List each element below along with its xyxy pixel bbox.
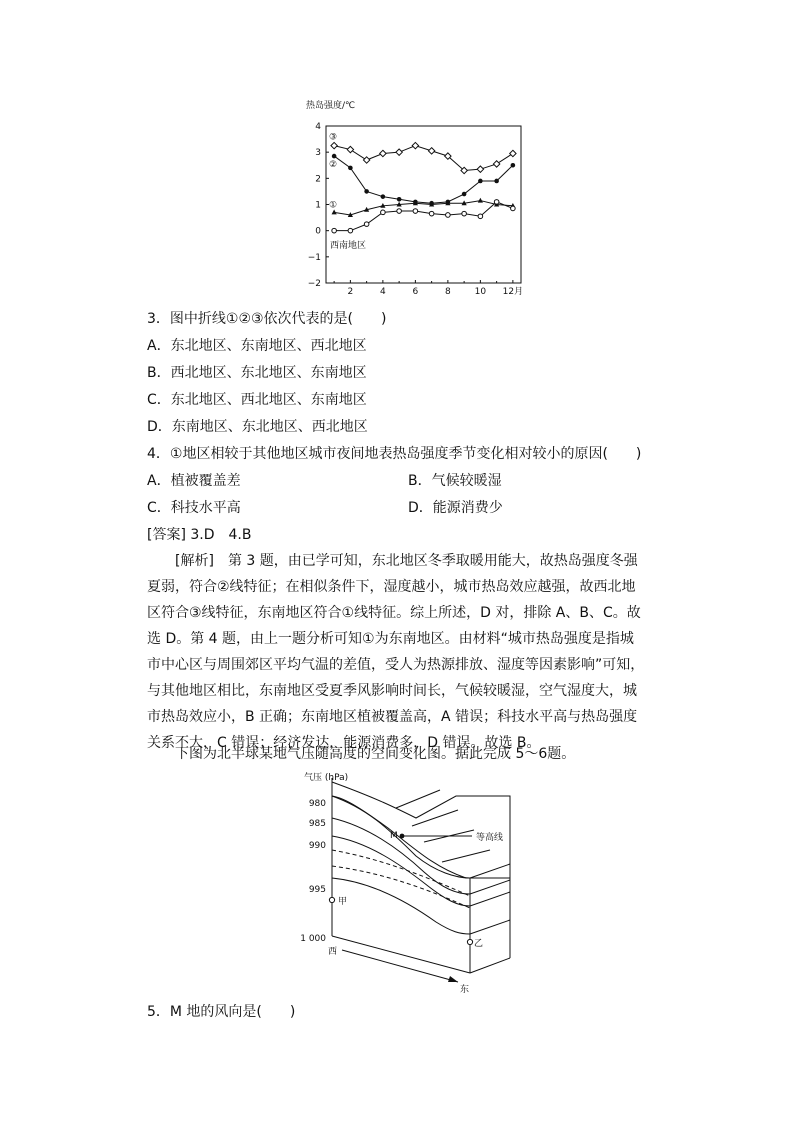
diagram-y-axis-label: 气压 (hPa) bbox=[304, 773, 349, 783]
west-east-arrow-line bbox=[342, 950, 458, 982]
x-tick-label: 2 bbox=[347, 287, 354, 297]
series-southwest-point bbox=[446, 213, 451, 218]
point-m-label: M bbox=[390, 831, 398, 841]
block-side-bottom bbox=[470, 958, 510, 973]
y-tick-label: 3 bbox=[315, 148, 321, 159]
x-tick-label: 4 bbox=[380, 287, 386, 297]
top-contour-4 bbox=[442, 850, 490, 862]
answer-line bbox=[147, 525, 252, 545]
y-tick-label: 2 bbox=[315, 174, 321, 185]
x-tick-label: 6 bbox=[412, 287, 419, 297]
q4-option-a[interactable]: A．植被覆盖差 bbox=[147, 473, 241, 489]
chart-svg bbox=[300, 96, 530, 302]
series-3-point bbox=[396, 149, 402, 155]
series-southwest-point bbox=[381, 210, 386, 215]
series-3-point bbox=[347, 146, 353, 152]
q3-option-d[interactable]: D．东南地区、东北地区、西北地区 bbox=[147, 419, 368, 435]
series-2-point bbox=[511, 163, 516, 168]
dashed-contour-lower bbox=[332, 866, 470, 908]
series-2-point bbox=[332, 154, 337, 159]
intro-q5-6: 下图为北半球某地气压随高度的空间变化图。据此完成 5～6题。 bbox=[175, 746, 576, 762]
pressure-label-995: 995 bbox=[308, 885, 326, 895]
series-southwest-line bbox=[334, 202, 513, 231]
q4-stem: 4．①地区相较于其他地区城市夜间地表热岛强度季节变化相对较小的原因( ) bbox=[147, 446, 642, 462]
series-3-point bbox=[510, 150, 516, 156]
series-2-point bbox=[478, 179, 483, 184]
west-east-arrowhead bbox=[448, 976, 458, 982]
q4-option-d[interactable]: D．能源消费少 bbox=[408, 500, 503, 516]
series-southwest-point bbox=[478, 214, 483, 219]
q4-option-b[interactable]: B．气候较暖湿 bbox=[408, 473, 502, 489]
y-tick-label: −2 bbox=[307, 279, 321, 289]
contour-label: 等高线 bbox=[476, 833, 504, 843]
southwest-region-label: 西南地区 bbox=[330, 241, 367, 252]
series-1-point bbox=[478, 198, 483, 203]
q3-stem: 3．图中折线①②③依次代表的是( ) bbox=[147, 311, 387, 327]
series-3-point bbox=[380, 150, 386, 156]
series-2-point bbox=[429, 201, 434, 206]
isobar-985 bbox=[332, 818, 470, 894]
series-3-marker-label: ③ bbox=[329, 132, 338, 143]
series-3-line bbox=[334, 146, 513, 171]
top-contour-2 bbox=[412, 810, 458, 826]
heat-island-chart bbox=[300, 96, 530, 302]
series-2-line bbox=[334, 156, 513, 203]
q4-option-c[interactable]: C．科技水平高 bbox=[147, 500, 241, 516]
east-label: 东 bbox=[460, 985, 470, 995]
series-2-point bbox=[462, 192, 467, 197]
x-tick-label: 10 bbox=[474, 287, 487, 297]
side-isobar-985 bbox=[470, 880, 510, 894]
y-tick-label: 4 bbox=[315, 122, 321, 132]
series-southwest-point bbox=[413, 209, 418, 214]
analysis-tag: [解析] bbox=[175, 553, 214, 569]
series-3-point bbox=[493, 161, 499, 167]
chart-plot-frame bbox=[326, 126, 521, 283]
series-3-point bbox=[412, 142, 418, 148]
point-jia-label: 甲 bbox=[338, 897, 348, 907]
y-tick-label: −1 bbox=[307, 252, 321, 263]
q5-stem: 5．M 地的风向是( ) bbox=[147, 1004, 296, 1020]
point-jia bbox=[329, 897, 334, 902]
west-label: 西 bbox=[328, 947, 338, 957]
side-isobar-995 bbox=[470, 920, 510, 934]
series-3-point bbox=[477, 166, 483, 172]
pressure-label-985: 985 bbox=[308, 819, 326, 829]
point-yi-label: 乙 bbox=[474, 939, 484, 949]
pressure-label-980: 980 bbox=[308, 799, 326, 809]
series-3-point bbox=[363, 157, 369, 163]
block-top-surface bbox=[332, 782, 510, 878]
pressure-diagram bbox=[296, 768, 566, 998]
series-2-point bbox=[413, 200, 418, 205]
x-tick-label: 12月 bbox=[502, 287, 524, 297]
block-side-top bbox=[470, 864, 510, 878]
q3-option-a[interactable]: A．东北地区、东南地区、西北地区 bbox=[147, 338, 367, 354]
y-tick-label: 1 bbox=[315, 200, 321, 211]
series-2-point bbox=[348, 166, 353, 171]
series-southwest-point bbox=[462, 211, 467, 216]
q3-option-c[interactable]: C．东北地区、西北地区、东南地区 bbox=[147, 392, 367, 408]
y-tick-label: 0 bbox=[315, 226, 321, 237]
top-contour-1 bbox=[396, 790, 440, 808]
series-southwest-point bbox=[511, 206, 516, 211]
series-2-point bbox=[381, 194, 386, 199]
series-2-point bbox=[397, 197, 402, 202]
series-southwest-point bbox=[364, 222, 369, 227]
block-bottom-front bbox=[332, 936, 470, 973]
chart-y-axis-label: 热岛强度/℃ bbox=[306, 101, 356, 111]
series-1-marker-label: ① bbox=[329, 200, 338, 211]
isobar-995 bbox=[332, 878, 470, 934]
pressure-label-1000: 1 000 bbox=[300, 934, 326, 944]
x-tick-label: 8 bbox=[445, 287, 451, 297]
series-southwest-point bbox=[494, 200, 499, 205]
series-2-point bbox=[364, 189, 369, 194]
series-3-point bbox=[331, 142, 337, 148]
point-m bbox=[400, 834, 405, 839]
side-isobar-990 bbox=[470, 892, 510, 906]
series-southwest-point bbox=[429, 211, 434, 216]
analysis-text: 第 3 题，由已学可知，东北地区冬季取暖用能大，故热岛强度冬强夏弱，符合②线特征；在相似条件下，湿度越小，城市热岛效应越强，故西北地区符合③线特征，东南地区符合①线特征。综上所述，D 对，排除 A、B、C。故选 D。第 4 题，由上一题分析可知①为东南地区。由材料“城市热岛强度是指城市中心区与周围郊区平均气温的差值，受人为热源排放、湿度等因素影响”可知，与其他地区相比，东南地区受夏季风影响时间长，气候较暖湿，空气湿度大，城市热岛效应小，B 正确；东南地区植被覆盖高，A 错误；科技水平高与热岛强度关系不大，C 错误；经济发达，能源消费多，D 错误。故选 B。 bbox=[147, 553, 645, 751]
series-southwest-point bbox=[332, 228, 337, 233]
series-southwest-point bbox=[397, 209, 402, 214]
pressure-label-990: 990 bbox=[308, 841, 326, 851]
pressure-diagram-svg bbox=[296, 768, 566, 998]
answer-tag: [答案] bbox=[147, 527, 186, 543]
analysis-paragraph bbox=[147, 548, 647, 756]
series-2-marker-label: ② bbox=[329, 159, 338, 170]
series-southwest-point bbox=[348, 228, 353, 233]
series-3-point bbox=[428, 148, 434, 154]
q3-option-b[interactable]: B．西北地区、东北地区、东南地区 bbox=[147, 365, 367, 381]
series-2-point bbox=[494, 179, 499, 184]
series-2-point bbox=[446, 200, 451, 205]
answer-text: 3.D 4.B bbox=[190, 527, 252, 543]
point-yi bbox=[467, 939, 472, 944]
